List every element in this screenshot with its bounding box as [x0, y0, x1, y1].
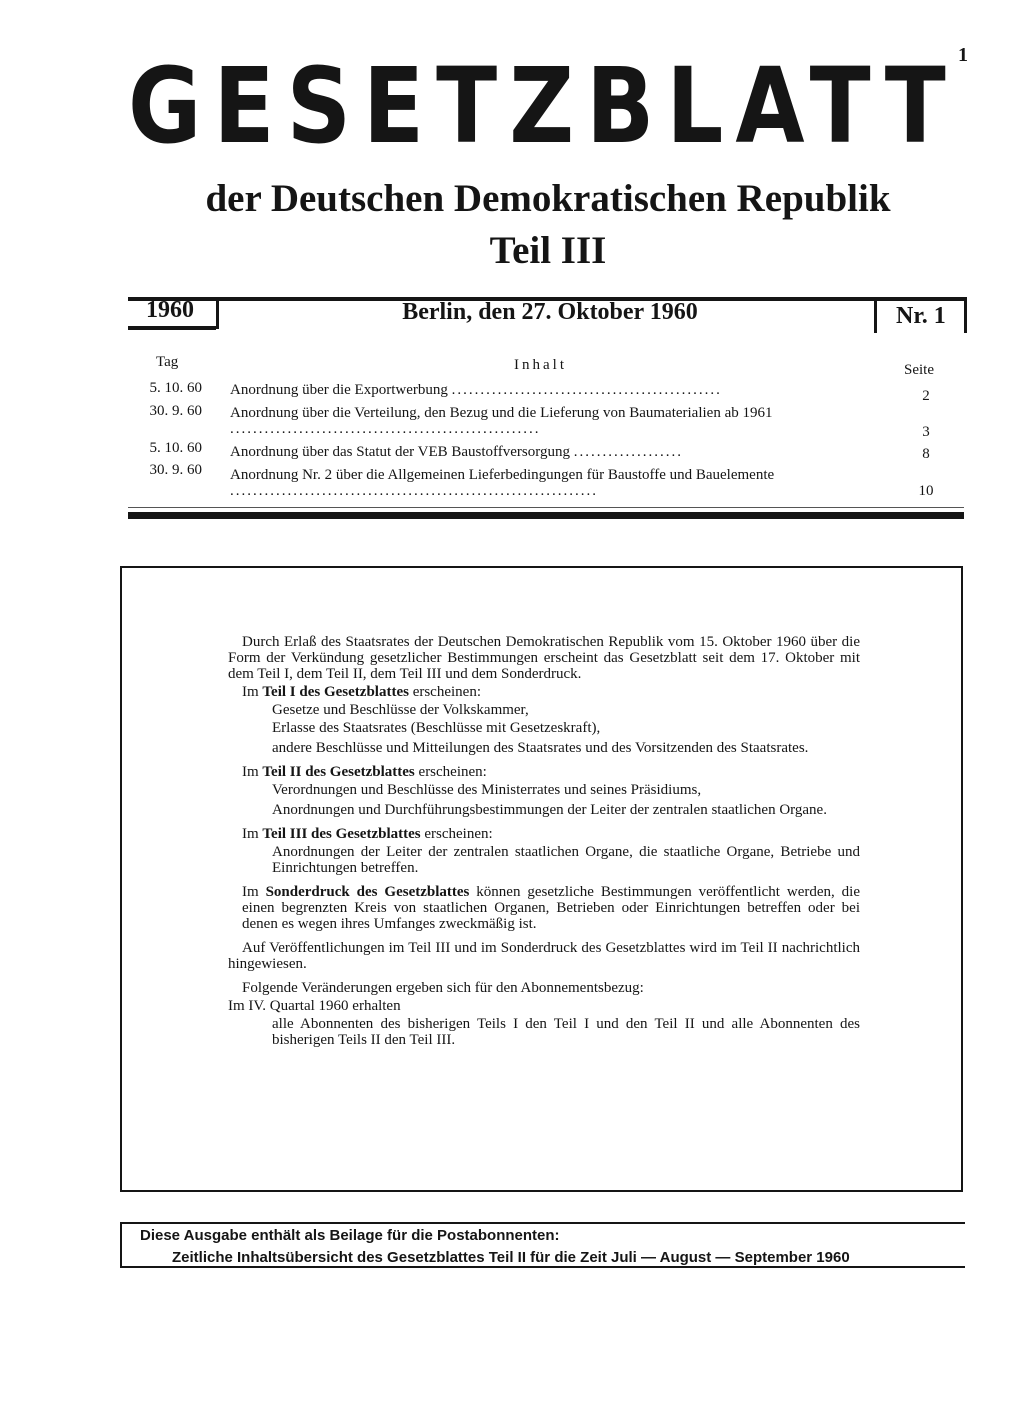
notice-intro: Durch Erlaß des Staatsrates der Deutschen Demokratischen Republik vom 15. Oktober 1960 über die Form der Verkündung gesetzlicher Bestimmungen erscheint das Gesetzblatt seit dem 17. Oktober mit dem Teil I, dem Teil II, dem Teil III und dem Sonderdruck. — [228, 634, 860, 682]
toc-title: Anordnung über das Statut der VEB Baustoffversorgung ................... — [230, 444, 683, 460]
issue-year: 1960 — [146, 297, 194, 323]
toc-date: 5. 10. 60 — [149, 380, 202, 396]
notice-part3-item: Anordnungen der Leiter der zentralen staatlichen Organe, die staatliche Organe, Betriebe und Einrichtungen betreffen. — [272, 844, 860, 876]
notice-part1-item: Gesetze und Beschlüsse der Volkskammer, — [272, 702, 529, 718]
toc-date: 30. 9. 60 — [149, 462, 202, 478]
toc-title: Anordnung über die Verteilung, den Bezug und die Lieferung von Baumaterialien ab 1961 ...................................................... — [230, 405, 773, 437]
masthead-part: Teil III — [489, 229, 607, 272]
divider — [964, 297, 967, 333]
notice-reference: Auf Veröffentlichungen im Teil III und im Sonderdruck des Gesetzblattes wird im Teil II nachrichtlich hingewiesen. — [228, 940, 860, 972]
notice-part1-item: Erlasse des Staatsrates (Beschlüsse mit Gesetzeskraft), — [272, 720, 601, 736]
masthead-title: GESETZBLATT — [128, 45, 958, 167]
divider — [216, 297, 219, 329]
toc-title: Anordnung Nr. 2 über die Allgemeinen Lieferbedingungen für Baustoffe und Bauelemente ................................................................ — [230, 467, 775, 499]
notice-part2-item: Anordnungen und Durchführungsbestimmungen der Leiter der zentralen staatlichen Organe. — [272, 802, 827, 818]
masthead-subtitle: der Deutschen Demokratischen Republik — [205, 177, 891, 220]
notice-special: Im Sonderdruck des Gesetzblattes können gesetzliche Bestimmungen veröffentlicht werden, die einen begrenzten Kreis von staatlichen Organen, Betrieben oder Einrichtungen betreffen oder bei denen es wegen ihres Umfanges zweckmäßig ist. — [242, 884, 860, 932]
toc-page: 8 — [922, 446, 930, 462]
contents-rule — [128, 507, 964, 508]
toc-page: 10 — [918, 483, 934, 499]
toc-title: Anordnung über die Exportwerbung ............................................... — [230, 382, 722, 398]
notice-text — [228, 634, 860, 1050]
supplement-line: Diese Ausgabe enthält als Beilage für die Postabonnenten: — [140, 1227, 560, 1244]
notice-part1-item: andere Beschlüsse und Mitteilungen des Staatsrates und des Vorsitzenden des Staatsrates. — [272, 740, 809, 756]
page-marker: 1 — [958, 44, 968, 66]
issue-number: Nr. 1 — [896, 303, 946, 329]
contents-rule — [128, 512, 964, 519]
toc-col-date: Tag — [156, 354, 179, 370]
issue-date: Berlin, den 27. Oktober 1960 — [402, 299, 698, 325]
toc-page: 2 — [922, 388, 930, 404]
notice-quarter-item: alle Abonnenten des bisherigen Teils I den Teil I und den Teil II und alle Abonnenten des bisherigen Teils II den Teil III. — [272, 1016, 860, 1048]
year-underline — [128, 326, 216, 330]
toc-col-title: Inhalt — [514, 357, 567, 373]
notice-part1-heading: Im Teil I des Gesetzblattes erscheinen: — [242, 684, 481, 700]
toc-date: 5. 10. 60 — [149, 440, 202, 456]
supplement-line: Zeitliche Inhaltsübersicht des Gesetzblattes Teil II für die Zeit Juli — August — September 1960 — [172, 1249, 850, 1266]
toc-col-page: Seite — [904, 362, 934, 378]
toc-date: 30. 9. 60 — [149, 403, 202, 419]
notice-subscription: Folgende Veränderungen ergeben sich für den Abonnementsbezug: — [242, 980, 644, 996]
notice-part2-heading: Im Teil II des Gesetzblattes erscheinen: — [242, 764, 487, 780]
divider — [874, 297, 877, 333]
toc-page: 3 — [922, 424, 930, 440]
notice-part2-item: Verordnungen und Beschlüsse des Ministerrates und seines Präsidiums, — [272, 782, 702, 798]
notice-quarter: Im IV. Quartal 1960 erhalten — [228, 998, 401, 1014]
notice-part3-heading: Im Teil III des Gesetzblattes erscheinen: — [242, 826, 493, 842]
